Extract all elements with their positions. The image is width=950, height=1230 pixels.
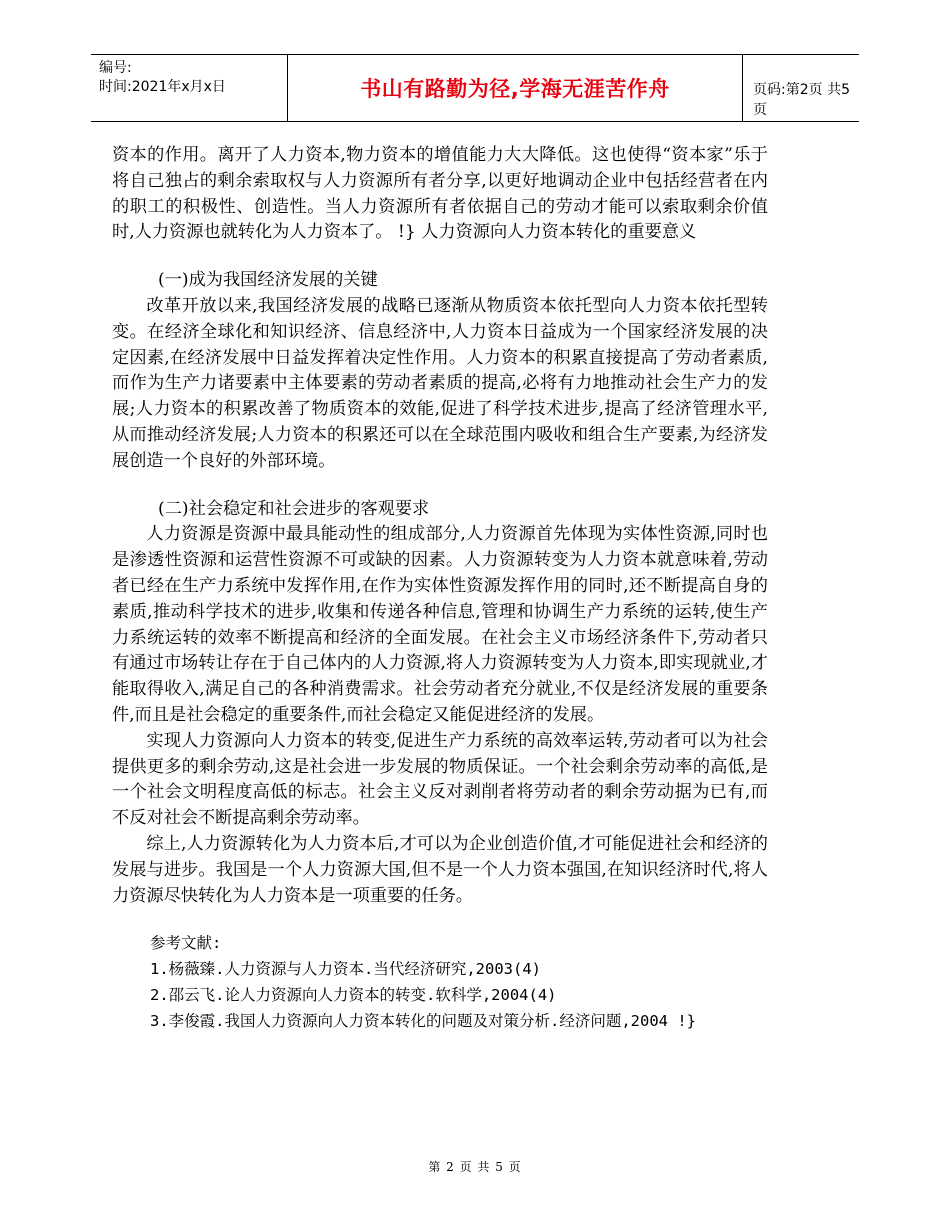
page-header — [91, 54, 859, 122]
header-meta — [99, 59, 289, 97]
reference-item: 1.杨薇臻.人力资源与人力资本.当代经济研究,2003(4) — [150, 960, 541, 979]
references-section — [112, 931, 768, 1034]
header-motto: 书山有路勤为径,学海无涯苦作舟 — [360, 77, 670, 101]
document-body — [112, 143, 768, 1035]
reference-item: 3.李俊霞.我国人力资源向人力资本转化的问题及对策分析.经济问题,2004 !} — [150, 1011, 696, 1030]
conclusion-paragraph: 综上,人力资源转化为人力资本后,才可以为企业创造价值,才可能促进社会和经济的发展与进步。我国是一个人力资源大国,但不是一个人力资本强国,在知识经济时代,将人力资源尽快转化为人力资本是一项重要的任务。 — [112, 833, 768, 906]
reference-item: 2.邵云飞.论人力资源向人力资本的转变.软科学,2004(4) — [150, 985, 557, 1004]
section-2-paragraph-2: 实现人力资源向人力资本的转变,促进生产力系统的高效率运转,劳动者可以为社会提供更多的剩余劳动,这是社会进一步发展的物质保证。一个社会剩余劳动率的高低,是一个社会文明程度高低的标志。社会主义反对剥削者将劳动者的剩余劳动据为已有,而不反对社会不断提高剩余劳动率。 — [112, 730, 768, 829]
section-heading-2: (二)社会稳定和社会进步的客观要求 — [158, 498, 430, 519]
intro-paragraph: 资本的作用。离开了人力资本,物力资本的增值能力大大降低。这也使得“资本家”乐于将自己独占的剩余索取权与人力资源所有者分享,以更好地调动企业中包括经营者在内的职工的积极性、创造性。当人力资源所有者依据自己的劳动才能可以索取剩余价值时,人力资源也就转化为人力资本了。 !} 人力资源向人力资本转化的重要意义 — [112, 145, 768, 243]
document-time-label: 时间:2021年x月x日 — [99, 79, 226, 95]
section-heading-1: (一)成为我国经济发展的关键 — [158, 270, 378, 291]
section-1-paragraph: 改革开放以来,我国经济发展的战略已逐渐从物质资本依托型向人力资本依托型转变。在经济全球化和知识经济、信息经济中,人力资本日益成为一个国家经济发展的决定因素,在经济发展中日益发挥着决定性作用。人力资本的积累直接提高了劳动者素质,而作为生产力诸要素中主体要素的劳动者素质的提高,必将有力地推动社会生产力的发展;人力资本的积累改善了物质资本的效能,促进了科学技术进步,提高了经济管理水平,从而推动经济发展;人力资本的积累还可以在全球范围内吸收和组合生产要素,为经济发展创造一个良好的外部环境。 — [112, 295, 768, 471]
header-divider-right — [742, 55, 743, 121]
document-number-label: 编号: — [99, 60, 132, 76]
section-2-paragraph-1: 人力资源是资源中最具能动性的组成部分,人力资源首先体现为实体性资源,同时也是渗透性资源和运营性资源不可或缺的因素。人力资源转变为人力资本就意味着,劳动者已经在生产力系统中发挥作用,在作为实体性资源发挥作用的同时,还不断提高自身的素质,推动科学技术的进步,收集和传递各种信息,管理和协调生产力系统的运转,使生产力系统运转的效率不断提高和经济的全面发展。在社会主义市场经济条件下,劳动者只有通过市场转让存在于自己体内的人力资源,将人力资源转变为人力资本,即实现就业,才能取得收入,满足自己的各种消费需求。社会劳动者充分就业,不仅是经济发展的重要条件,而且是社会稳定的重要条件,而社会稳定又能促进经济的发展。 — [112, 524, 768, 725]
header-page-info: 页码:第2页 共5页 — [753, 82, 850, 118]
page-footer: 第 2 页 共 5 页 — [428, 1160, 522, 1174]
references-title: 参考文献: — [150, 934, 222, 953]
